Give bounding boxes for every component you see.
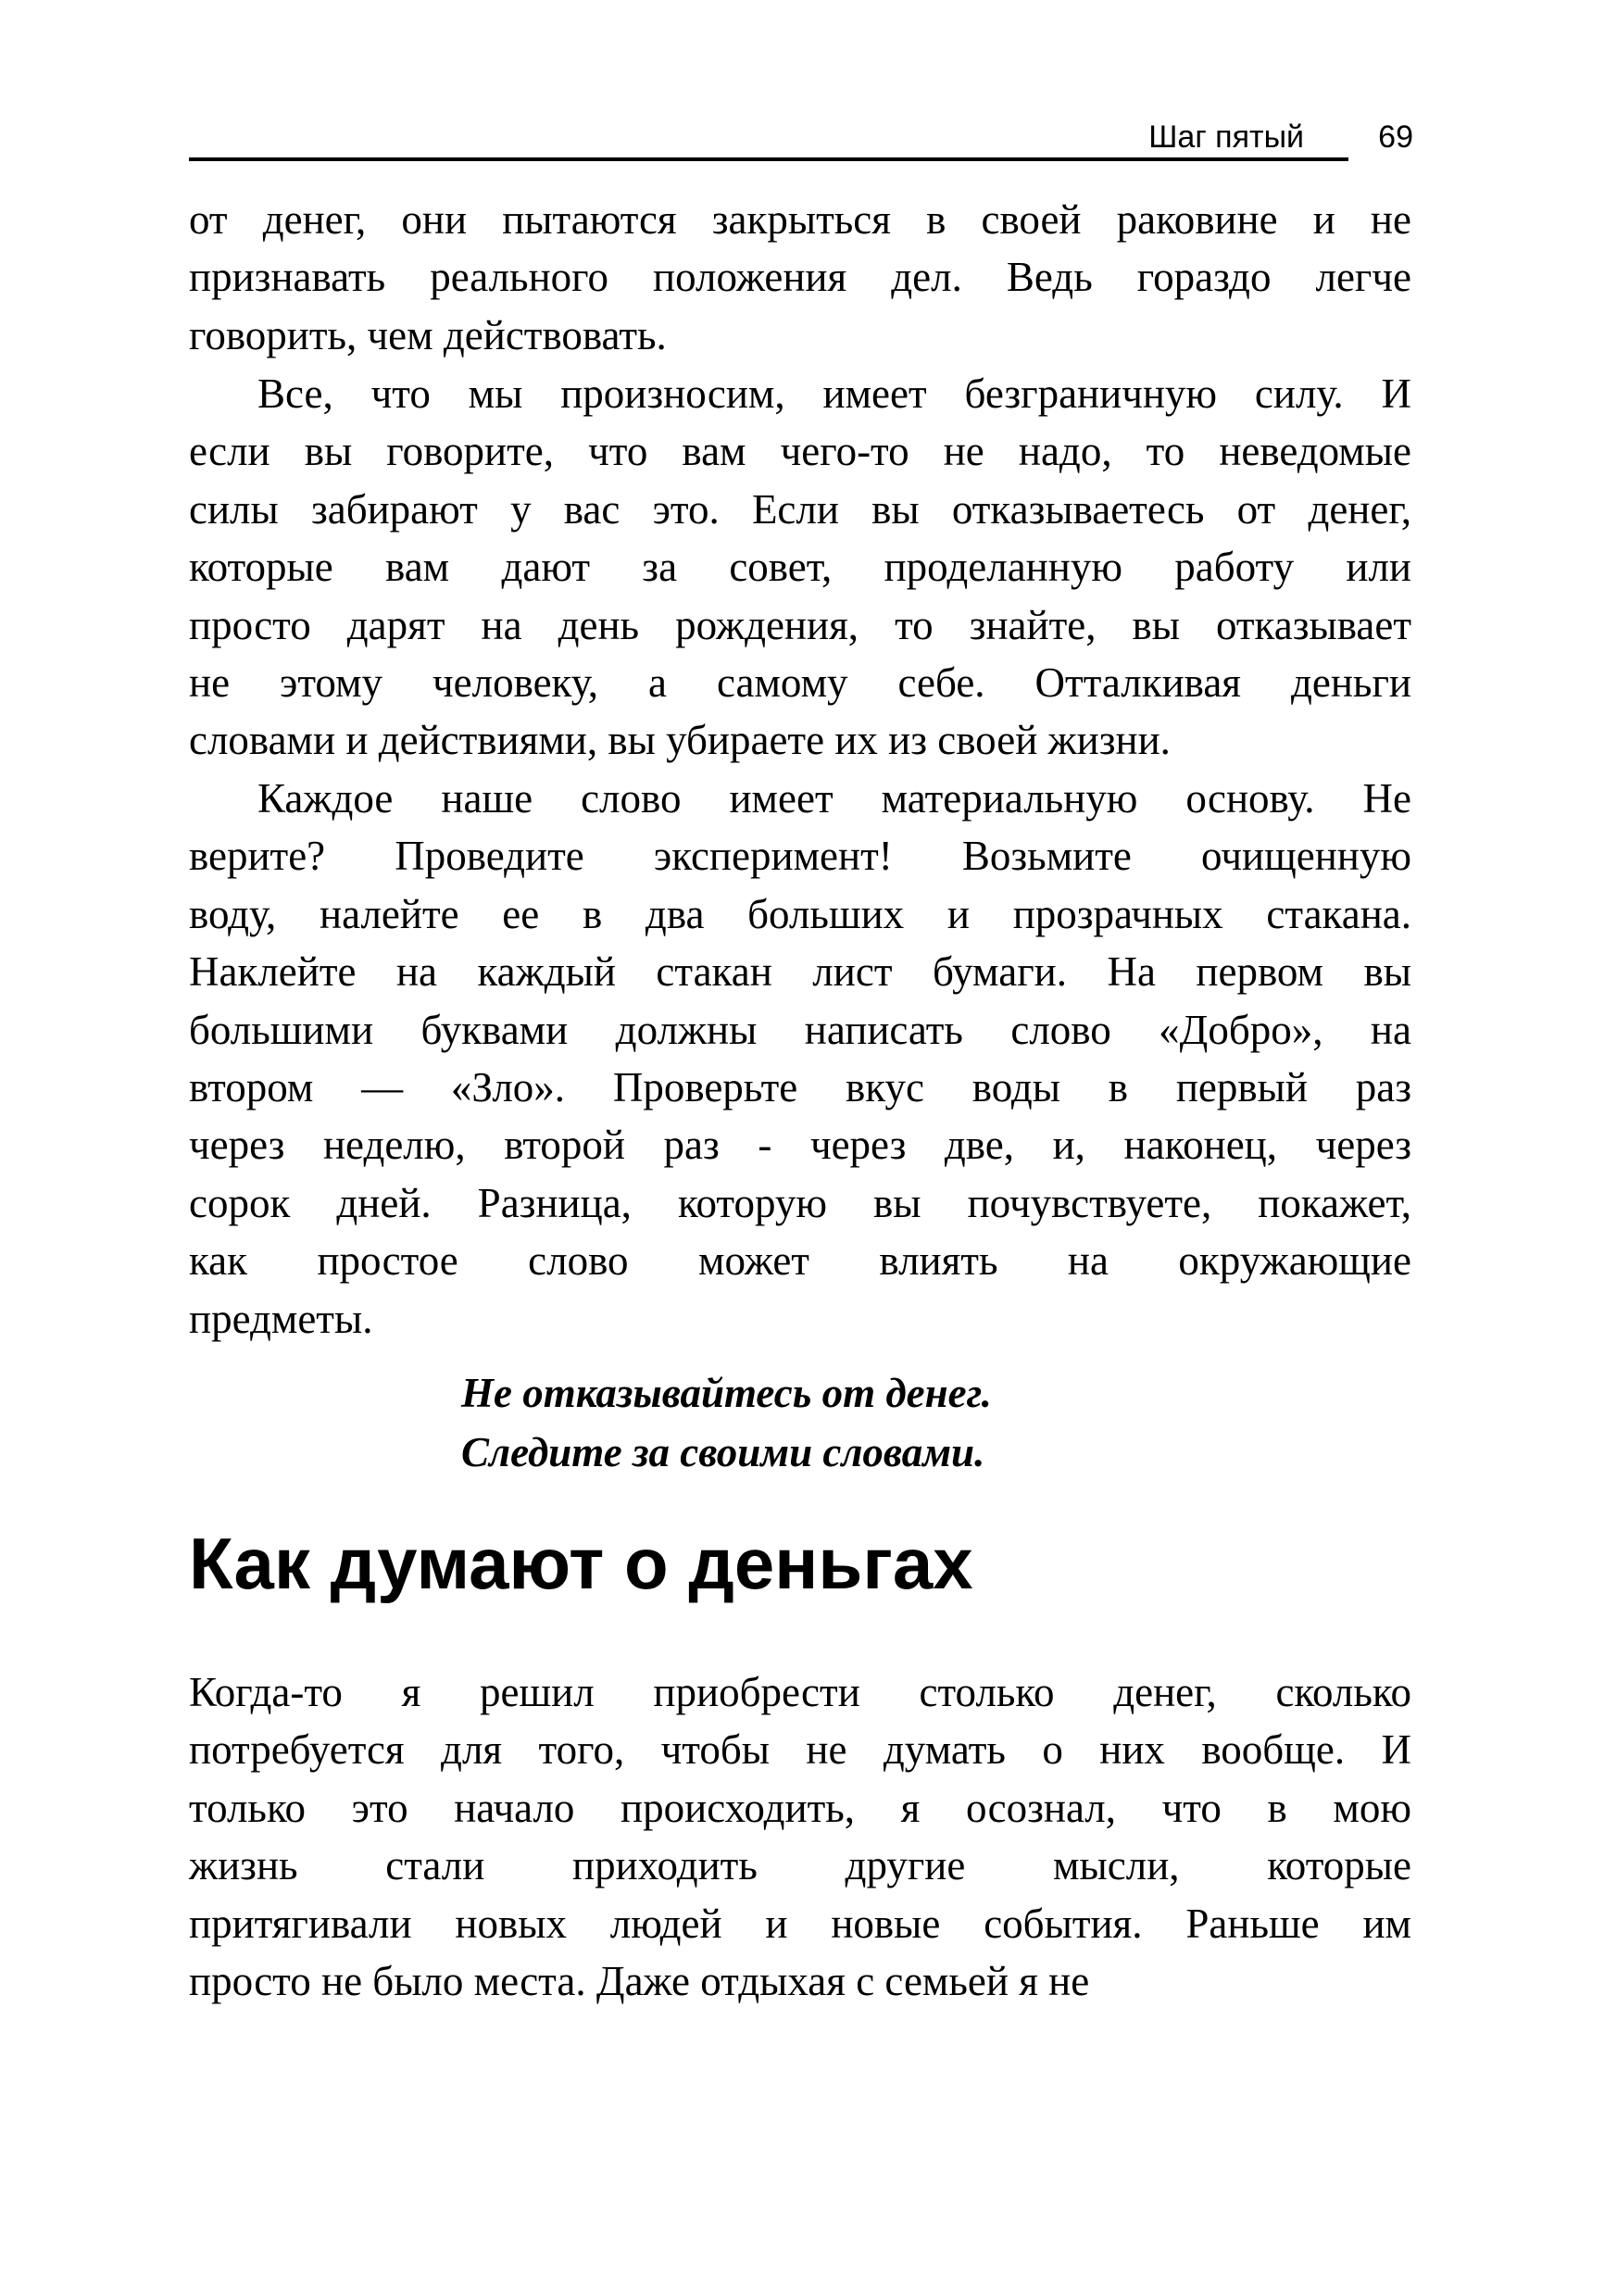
section-title: Как думают о деньгах: [189, 1523, 973, 1604]
text-line: Каждое наше слово имеет материальную основу. Не: [257, 775, 1411, 822]
text-line: не этому человеку, а самому себе. Отталкивая деньги: [189, 659, 1411, 706]
text-line: просто дарят на день рождения, то знайте, вы отказывает: [189, 601, 1411, 648]
text-line: Наклейте на каждый стакан лист бумаги. На первом вы: [189, 948, 1411, 996]
paragraph-continuation: [189, 191, 1411, 364]
motto-line: Не отказывайтесь от денег.: [461, 1370, 992, 1416]
text-line: которые вам дают за совет, проделанную работу или: [189, 544, 1411, 591]
text-line: если вы говорите, что вам чего-то не надо, то неведомые: [189, 428, 1411, 475]
motto: [461, 1363, 992, 1482]
text-line: предметы.: [189, 1295, 373, 1342]
text-line: только это начало происходить, я осознал, что в мою: [189, 1784, 1411, 1831]
text-line: потребуется для того, чтобы не думать о них вообще. И: [189, 1726, 1411, 1774]
text-line: втором — «Зло». Проверьте вкус воды в первый раз: [189, 1063, 1411, 1110]
text-line: от денег, они пытаются закрыться в своей раковине и не: [189, 196, 1411, 243]
text-line: Когда-то я решил приобрести столько денег, сколько: [189, 1669, 1411, 1715]
motto-line: Следите за своими словами.: [461, 1429, 985, 1475]
running-head: [189, 111, 1413, 163]
header-rule: [189, 157, 1348, 161]
text-line: словами и действиями, вы убираете их из своей жизни.: [189, 717, 1171, 764]
text-line: признавать реального положения дел. Ведь гораздо легче: [189, 254, 1411, 301]
paragraph-experiment: [189, 770, 1411, 1348]
running-head-chapter-title: Шаг пятый: [1148, 119, 1304, 155]
text-line: верите? Проведите эксперимент! Возьмите очищенную: [189, 833, 1411, 880]
text-line: жизнь стали приходить другие мысли, которые: [189, 1842, 1411, 1889]
text-line: притягивали новых людей и новые события. Раньше им: [189, 1900, 1411, 1947]
text-line: через неделю, второй раз - через две, и, наконец, через: [189, 1122, 1411, 1169]
text-line: говорить, чем действовать.: [189, 311, 667, 358]
page-number: 69: [1378, 119, 1413, 155]
text-line: Все, что мы произносим, имеет безграничную силу. И: [257, 370, 1411, 417]
text-line: просто не было места. Даже отдыхая с семьей я не: [189, 1957, 1090, 2004]
paragraph-words-power: [189, 365, 1411, 770]
text-line: сорок дней. Разница, которую вы почувствуете, покажет,: [189, 1179, 1411, 1226]
text-line: как простое слово может влиять на окружающие: [189, 1237, 1411, 1285]
text-line: большими буквами должны написать слово «Добро», на: [189, 1006, 1411, 1053]
text-line: воду, налейте ее в два больших и прозрачных стакана.: [189, 890, 1411, 937]
text-line: силы забирают у вас это. Если вы отказываетесь от денег,: [189, 485, 1411, 533]
paragraph-section-intro: [189, 1663, 1411, 2010]
